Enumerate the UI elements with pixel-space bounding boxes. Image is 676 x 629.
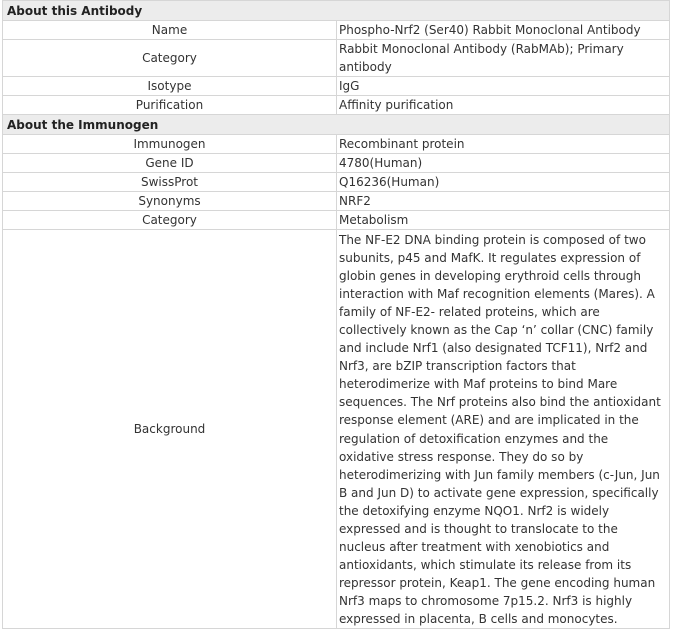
section-title: About the Immunogen: [3, 115, 670, 135]
background-description: The NF-E2 DNA binding protein is composed of two subunits, p45 and MafK. It regulates expression of globin genes in developing erythroid cells through interaction with Maf recognition elements (Mares). A family of NF-E2- related proteins, which are collectively known as the Cap ‘n’ collar (CNC) family and include Nrf1 (also designated TCF11), Nrf2 and Nrf3, are bZIP transcription factors that heterodimerize with Maf proteins to bind Mare sequences. The Nrf proteins also bind the antioxidant response element (ARE) and are implicated in the regulation of detoxification enzymes and the oxidative stress response. They do so by heterodimerizing with Jun family members (c-Jun, Jun B and Jun D) to activate gene expression, specifically the detoxifying enzyme NQO1. Nrf2 is widely expressed and is thought to translocate to the nucleus after treatment with xenobiotics and antioxidants, which stimulate its release from its repressor protein, Keap1. The gene encoding human Nrf3 maps to chromosome 7p15.2. Nrf3 is highly expressed in placenta, B cells and monocytes.: [337, 230, 670, 629]
row-label: Gene ID: [3, 154, 337, 173]
table-row-category: [3, 40, 670, 77]
row-value: Phospho-Nrf2 (Ser40) Rabbit Monoclonal Antibody: [337, 21, 670, 40]
row-label: Category: [3, 211, 337, 230]
row-value: IgG: [337, 77, 670, 96]
table-row-immunogen: [3, 135, 670, 154]
section-header-antibody: [3, 1, 670, 21]
row-label: Name: [3, 21, 337, 40]
table-row-purification: [3, 96, 670, 115]
table-row-synonyms: [3, 192, 670, 211]
row-label: Background: [3, 230, 337, 629]
section-header-immunogen: [3, 115, 670, 135]
section-title: About this Antibody: [3, 1, 670, 21]
row-value: Recombinant protein: [337, 135, 670, 154]
row-label: Immunogen: [3, 135, 337, 154]
table-row-gene-id: [3, 154, 670, 173]
row-label: Isotype: [3, 77, 337, 96]
row-value: Metabolism: [337, 211, 670, 230]
product-spec-table: [2, 0, 670, 629]
row-value: Rabbit Monoclonal Antibody (RabMAb); Primary antibody: [337, 40, 670, 77]
row-value: 4780(Human): [337, 154, 670, 173]
table-row-swissprot: [3, 173, 670, 192]
row-value: Affinity purification: [337, 96, 670, 115]
row-label: Category: [3, 40, 337, 77]
row-value: NRF2: [337, 192, 670, 211]
table-row-background: [3, 230, 670, 629]
row-label: Synonyms: [3, 192, 337, 211]
table-row-category: [3, 211, 670, 230]
table-row-name: [3, 21, 670, 40]
row-value: Q16236(Human): [337, 173, 670, 192]
row-label: SwissProt: [3, 173, 337, 192]
row-label: Purification: [3, 96, 337, 115]
table-row-isotype: [3, 77, 670, 96]
